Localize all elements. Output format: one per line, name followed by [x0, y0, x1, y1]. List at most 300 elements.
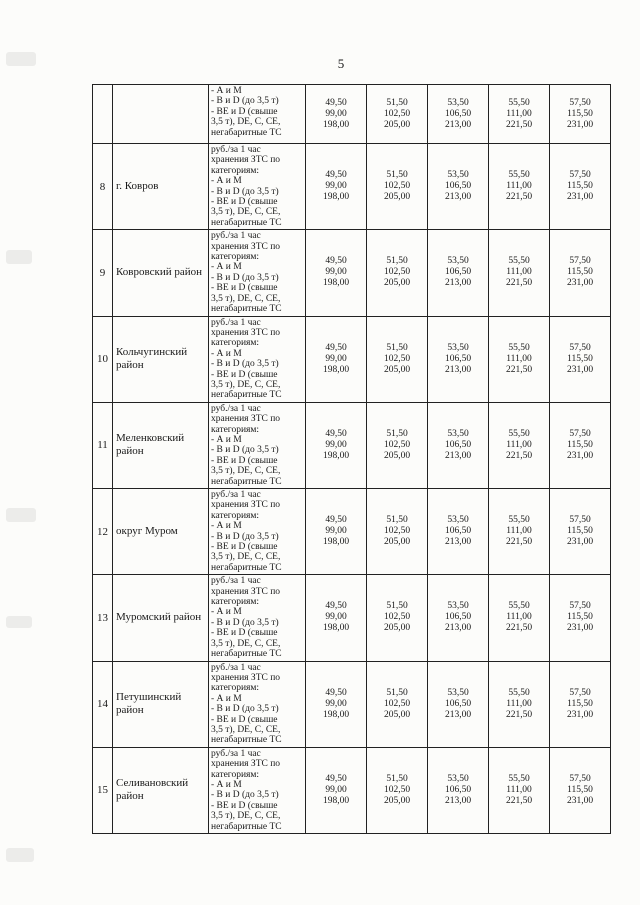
- scan-noise: [6, 250, 32, 264]
- rate-value: 231,00: [566, 450, 594, 461]
- rate-value: 231,00: [566, 795, 594, 806]
- district-cell: [113, 489, 209, 575]
- unit-line: - В и D (до 3,5 т): [211, 617, 279, 628]
- rate-value: 55,50: [508, 601, 530, 612]
- rate-cell: [306, 144, 367, 230]
- rate-value: 231,00: [566, 192, 594, 203]
- table-row: [93, 230, 611, 316]
- unit-line: 3,5 т), DE, C, CE,: [211, 293, 281, 304]
- rate-value: 102,50: [383, 439, 411, 450]
- rate-value: 231,00: [566, 364, 594, 375]
- row-number-cell: [93, 144, 113, 230]
- rate-cell: [428, 402, 489, 488]
- rate-value: 102,50: [383, 526, 411, 537]
- rate-cell: [428, 747, 489, 833]
- rate-value: 49,50: [325, 601, 347, 612]
- unit-line: руб./за 1 час: [211, 662, 261, 673]
- unit-line: категориям:: [211, 252, 260, 263]
- rate-value: 99,00: [325, 784, 347, 795]
- rate-value: 111,00: [506, 181, 532, 192]
- rate-value: 106,50: [444, 181, 472, 192]
- district-cell: [113, 575, 209, 661]
- unit-line: - А и М: [211, 521, 242, 532]
- rate-value: 106,50: [444, 267, 472, 278]
- unit-line: 3,5 т), DE, C, CE,: [211, 466, 281, 477]
- rate-value: 205,00: [383, 192, 411, 203]
- rate-cell: [489, 144, 550, 230]
- district-name: Петушинский район: [116, 691, 182, 717]
- rate-value: 102,50: [383, 108, 411, 119]
- rate-value: 111,00: [506, 526, 532, 537]
- rate-value: 231,00: [566, 537, 594, 548]
- rate-value: 111,00: [506, 108, 532, 119]
- rate-value: 57,50: [569, 170, 591, 181]
- row-number-cell: [93, 747, 113, 833]
- rate-value: 205,00: [383, 709, 411, 720]
- rate-cell: [550, 747, 611, 833]
- rate-value: 53,50: [447, 256, 469, 267]
- unit-line: 3,5 т), DE, C, CE,: [211, 552, 281, 563]
- rate-value: 221,50: [505, 364, 533, 375]
- rate-value: 213,00: [444, 364, 472, 375]
- rate-value: 99,00: [325, 181, 347, 192]
- rate-value: 198,00: [322, 192, 350, 203]
- row-number-cell: [93, 575, 113, 661]
- unit-line: категориям:: [211, 683, 260, 694]
- rate-cell: [550, 661, 611, 747]
- unit-line: - ВЕ и D (свыше: [211, 106, 278, 117]
- rate-value: 55,50: [508, 515, 530, 526]
- rate-value: 213,00: [444, 450, 472, 461]
- rate-value: 53,50: [447, 601, 469, 612]
- rate-cell: [306, 575, 367, 661]
- rate-cell: [489, 316, 550, 402]
- rate-cell: [489, 661, 550, 747]
- rate-value: 51,50: [386, 515, 408, 526]
- rate-value: 213,00: [444, 278, 472, 289]
- rate-value: 115,50: [567, 353, 593, 364]
- unit-line: категориям:: [211, 424, 260, 435]
- district-cell: [113, 85, 209, 144]
- rate-value: 198,00: [322, 119, 350, 130]
- rate-value: 99,00: [325, 612, 347, 623]
- rate-value: 55,50: [508, 773, 530, 784]
- row-number-cell: [93, 661, 113, 747]
- rate-value: 106,50: [444, 108, 472, 119]
- rate-value: 115,50: [567, 526, 593, 537]
- unit-line: - В и D (до 3,5 т): [211, 359, 279, 370]
- rate-value: 49,50: [325, 342, 347, 353]
- rate-value: 49,50: [325, 170, 347, 181]
- district-cell: [113, 402, 209, 488]
- rate-value: 53,50: [447, 687, 469, 698]
- rate-value: 213,00: [444, 192, 472, 203]
- rate-value: 102,50: [383, 698, 411, 709]
- unit-line: - ВЕ и D (свыше: [211, 800, 278, 811]
- unit-line: хранения ЗТС по: [211, 672, 281, 683]
- rate-cell: [550, 230, 611, 316]
- rate-cell: [306, 402, 367, 488]
- rate-value: 53,50: [447, 170, 469, 181]
- unit-cell: [209, 316, 306, 402]
- rate-value: 57,50: [569, 428, 591, 439]
- unit-line: - ВЕ и D (свыше: [211, 283, 278, 294]
- unit-cell: [209, 661, 306, 747]
- row-number-cell: [93, 85, 113, 144]
- unit-line: 3,5 т), DE, C, CE,: [211, 638, 281, 649]
- rate-value: 213,00: [444, 119, 472, 130]
- rate-value: 231,00: [566, 709, 594, 720]
- rate-value: 111,00: [506, 612, 532, 623]
- row-number-cell: [93, 316, 113, 402]
- unit-line: - ВЕ и D (свыше: [211, 455, 278, 466]
- unit-line: хранения ЗТС по: [211, 155, 281, 166]
- rate-value: 102,50: [383, 612, 411, 623]
- unit-line: 3,5 т), DE, C, CE,: [211, 811, 281, 822]
- rate-value: 111,00: [506, 698, 532, 709]
- rate-value: 106,50: [444, 439, 472, 450]
- rate-value: 99,00: [325, 108, 347, 119]
- unit-line: негабаритные ТС: [211, 562, 282, 573]
- rate-value: 102,50: [383, 267, 411, 278]
- rate-value: 111,00: [506, 267, 532, 278]
- rate-cell: [367, 144, 428, 230]
- rate-value: 231,00: [566, 623, 594, 634]
- rate-value: 106,50: [444, 784, 472, 795]
- rate-value: 51,50: [386, 601, 408, 612]
- rate-cell: [306, 661, 367, 747]
- rate-value: 57,50: [569, 601, 591, 612]
- unit-line: - В и D (до 3,5 т): [211, 704, 279, 715]
- unit-line: негабаритные ТС: [211, 304, 282, 315]
- rate-value: 49,50: [325, 515, 347, 526]
- rate-value: 198,00: [322, 364, 350, 375]
- rate-cell: [428, 316, 489, 402]
- unit-line: - А и М: [211, 348, 242, 359]
- rate-cell: [428, 661, 489, 747]
- unit-line: категориям:: [211, 510, 260, 521]
- rate-value: 111,00: [506, 439, 532, 450]
- rate-value: 53,50: [447, 97, 469, 108]
- rate-value: 115,50: [567, 181, 593, 192]
- rate-value: 198,00: [322, 278, 350, 289]
- district-cell: [113, 747, 209, 833]
- unit-line: негабаритные ТС: [211, 735, 282, 746]
- rate-value: 106,50: [444, 698, 472, 709]
- unit-line: руб./за 1 час: [211, 748, 261, 759]
- rate-value: 55,50: [508, 428, 530, 439]
- rate-cell: [367, 85, 428, 144]
- rate-value: 49,50: [325, 773, 347, 784]
- unit-line: негабаритные ТС: [211, 127, 282, 138]
- rate-value: 198,00: [322, 623, 350, 634]
- unit-line: негабаритные ТС: [211, 821, 282, 832]
- rate-cell: [489, 85, 550, 144]
- rate-value: 51,50: [386, 97, 408, 108]
- rate-value: 51,50: [386, 687, 408, 698]
- unit-line: руб./за 1 час: [211, 490, 261, 500]
- row-number-cell: [93, 402, 113, 488]
- rate-cell: [367, 230, 428, 316]
- district-name: Муромский район: [116, 611, 202, 624]
- rate-cell: [550, 575, 611, 661]
- rate-cell: [489, 747, 550, 833]
- rate-cell: [428, 85, 489, 144]
- rate-cell: [428, 144, 489, 230]
- row-number: 15: [97, 784, 108, 797]
- unit-cell: [209, 489, 306, 575]
- rate-value: 115,50: [567, 698, 593, 709]
- rate-value: 57,50: [569, 342, 591, 353]
- district-cell: [113, 230, 209, 316]
- rate-value: 213,00: [444, 623, 472, 634]
- unit-line: - ВЕ и D (свыше: [211, 197, 278, 208]
- row-number: 8: [99, 180, 106, 193]
- rate-value: 205,00: [383, 537, 411, 548]
- rate-cell: [367, 661, 428, 747]
- page-number: 5: [337, 56, 345, 71]
- rate-value: 198,00: [322, 537, 350, 548]
- rate-cell: [306, 747, 367, 833]
- rate-cell: [367, 316, 428, 402]
- district-name: г. Ковров: [116, 180, 159, 193]
- unit-line: хранения ЗТС по: [211, 586, 281, 597]
- rate-value: 49,50: [325, 97, 347, 108]
- rate-cell: [489, 575, 550, 661]
- district-name: Селивановский район: [116, 777, 189, 803]
- rate-cell: [367, 575, 428, 661]
- rate-value: 57,50: [569, 515, 591, 526]
- district-cell: [113, 661, 209, 747]
- unit-line: хранения ЗТС по: [211, 241, 281, 252]
- rate-value: 221,50: [505, 537, 533, 548]
- district-name: Меленковский район: [116, 432, 185, 458]
- rate-cell: [367, 747, 428, 833]
- rate-value: 51,50: [386, 256, 408, 267]
- tariff-table: [92, 84, 611, 834]
- rate-cell: [428, 230, 489, 316]
- unit-line: негабаритные ТС: [211, 476, 282, 487]
- rate-value: 102,50: [383, 181, 411, 192]
- rate-value: 99,00: [325, 526, 347, 537]
- unit-line: негабаритные ТС: [211, 649, 282, 660]
- rate-value: 231,00: [566, 278, 594, 289]
- unit-line: руб./за 1 час: [211, 403, 261, 414]
- rate-value: 205,00: [383, 623, 411, 634]
- rate-value: 221,50: [505, 795, 533, 806]
- rate-cell: [489, 230, 550, 316]
- unit-line: - В и D (до 3,5 т): [211, 790, 279, 801]
- unit-line: 3,5 т), DE, C, CE,: [211, 207, 281, 218]
- rate-value: 205,00: [383, 278, 411, 289]
- rate-value: 57,50: [569, 687, 591, 698]
- rate-cell: [428, 489, 489, 575]
- row-number-cell: [93, 489, 113, 575]
- table-row: [93, 85, 611, 144]
- unit-line: - А и М: [211, 86, 242, 96]
- unit-line: - А и М: [211, 262, 242, 273]
- unit-line: - В и D (до 3,5 т): [211, 186, 279, 197]
- rate-value: 221,50: [505, 119, 533, 130]
- row-number: 14: [97, 698, 108, 711]
- rate-cell: [550, 144, 611, 230]
- rate-value: 99,00: [325, 439, 347, 450]
- rate-cell: [306, 85, 367, 144]
- rate-value: 53,50: [447, 342, 469, 353]
- unit-cell: [209, 230, 306, 316]
- rate-value: 221,50: [505, 450, 533, 461]
- rate-value: 99,00: [325, 267, 347, 278]
- table-row: [93, 575, 611, 661]
- rate-value: 198,00: [322, 795, 350, 806]
- rate-value: 55,50: [508, 170, 530, 181]
- unit-line: - А и М: [211, 607, 242, 618]
- rate-value: 99,00: [325, 698, 347, 709]
- unit-line: руб./за 1 час: [211, 231, 261, 242]
- rate-value: 49,50: [325, 687, 347, 698]
- row-number: 13: [97, 611, 108, 624]
- rate-value: 205,00: [383, 795, 411, 806]
- unit-cell: [209, 747, 306, 833]
- rate-value: 221,50: [505, 709, 533, 720]
- scan-noise: [6, 848, 34, 862]
- rate-cell: [550, 402, 611, 488]
- region-rows: [93, 144, 611, 834]
- rate-value: 102,50: [383, 784, 411, 795]
- scan-noise: [6, 508, 36, 522]
- rate-value: 53,50: [447, 773, 469, 784]
- unit-line: - В и D (до 3,5 т): [211, 96, 279, 107]
- rate-value: 111,00: [506, 353, 532, 364]
- unit-line: руб./за 1 час: [211, 576, 261, 587]
- rate-value: 221,50: [505, 192, 533, 203]
- rate-value: 221,50: [505, 623, 533, 634]
- rate-value: 205,00: [383, 450, 411, 461]
- table-row: [93, 661, 611, 747]
- table-row: [93, 489, 611, 575]
- unit-line: - А и М: [211, 693, 242, 704]
- rate-value: 102,50: [383, 353, 411, 364]
- rate-value: 106,50: [444, 612, 472, 623]
- unit-line: хранения ЗТС по: [211, 759, 281, 770]
- table-row: [93, 747, 611, 833]
- rate-value: 53,50: [447, 515, 469, 526]
- rate-value: 231,00: [566, 119, 594, 130]
- unit-line: - ВЕ и D (свыше: [211, 369, 278, 380]
- unit-line: категориям:: [211, 165, 260, 176]
- rate-cell: [550, 489, 611, 575]
- unit-line: хранения ЗТС по: [211, 500, 281, 511]
- rate-value: 115,50: [567, 108, 593, 119]
- rate-value: 213,00: [444, 709, 472, 720]
- rate-cell: [550, 85, 611, 144]
- rate-value: 106,50: [444, 526, 472, 537]
- rate-value: 221,50: [505, 278, 533, 289]
- rate-value: 55,50: [508, 342, 530, 353]
- row-number: 11: [97, 439, 108, 452]
- rate-value: 49,50: [325, 428, 347, 439]
- rate-value: 111,00: [506, 784, 532, 795]
- rate-value: 99,00: [325, 353, 347, 364]
- unit-line: - В и D (до 3,5 т): [211, 531, 279, 542]
- district-cell: [113, 144, 209, 230]
- unit-line: - ВЕ и D (свыше: [211, 542, 278, 553]
- row-number: 12: [97, 525, 108, 538]
- table-row: [93, 316, 611, 402]
- rate-cell: [489, 489, 550, 575]
- rate-cell: [306, 316, 367, 402]
- rate-value: 57,50: [569, 773, 591, 784]
- unit-cell: [209, 144, 306, 230]
- rate-value: 213,00: [444, 537, 472, 548]
- unit-line: - ВЕ и D (свыше: [211, 628, 278, 639]
- rate-value: 51,50: [386, 342, 408, 353]
- rate-value: 55,50: [508, 687, 530, 698]
- rate-value: 49,50: [325, 256, 347, 267]
- unit-line: негабаритные ТС: [211, 390, 282, 401]
- unit-line: - В и D (до 3,5 т): [211, 445, 279, 456]
- unit-cell: [209, 85, 306, 144]
- unit-line: - А и М: [211, 779, 242, 790]
- district-cell: [113, 316, 209, 402]
- row-number: 10: [97, 353, 108, 366]
- row-number-cell: [93, 230, 113, 316]
- district-name: округ Муром: [116, 525, 178, 538]
- unit-line: 3,5 т), DE, C, CE,: [211, 724, 281, 735]
- table-row: [93, 402, 611, 488]
- rate-value: 198,00: [322, 450, 350, 461]
- unit-line: категориям:: [211, 597, 260, 608]
- rate-value: 51,50: [386, 170, 408, 181]
- unit-line: - В и D (до 3,5 т): [211, 272, 279, 283]
- rate-value: 106,50: [444, 353, 472, 364]
- rate-value: 205,00: [383, 364, 411, 375]
- rate-cell: [306, 489, 367, 575]
- unit-cell: [209, 402, 306, 488]
- rate-value: 55,50: [508, 256, 530, 267]
- unit-line: 3,5 т), DE, C, CE,: [211, 117, 281, 128]
- unit-line: хранения ЗТС по: [211, 327, 281, 338]
- rate-cell: [367, 489, 428, 575]
- unit-line: хранения ЗТС по: [211, 414, 281, 425]
- unit-line: категориям:: [211, 338, 260, 349]
- rate-value: 115,50: [567, 784, 593, 795]
- rate-value: 115,50: [567, 267, 593, 278]
- rate-value: 213,00: [444, 795, 472, 806]
- rate-cell: [367, 402, 428, 488]
- unit-line: руб./за 1 час: [211, 317, 261, 328]
- rate-cell: [428, 575, 489, 661]
- rate-value: 55,50: [508, 97, 530, 108]
- rate-value: 53,50: [447, 428, 469, 439]
- unit-cell: [209, 575, 306, 661]
- rate-value: 51,50: [386, 428, 408, 439]
- rate-value: 115,50: [567, 612, 593, 623]
- scan-noise: [6, 616, 32, 628]
- unit-line: - А и М: [211, 176, 242, 187]
- table-row: [93, 144, 611, 230]
- rate-value: 57,50: [569, 97, 591, 108]
- unit-line: 3,5 т), DE, C, CE,: [211, 379, 281, 390]
- district-name: Кольчугинский район: [116, 346, 188, 372]
- rate-cell: [550, 316, 611, 402]
- unit-line: - А и М: [211, 434, 242, 445]
- unit-line: категориям:: [211, 769, 260, 780]
- district-name: Ковровский район: [116, 266, 203, 279]
- rate-cell: [306, 230, 367, 316]
- rate-value: 198,00: [322, 709, 350, 720]
- unit-line: негабаритные ТС: [211, 217, 282, 228]
